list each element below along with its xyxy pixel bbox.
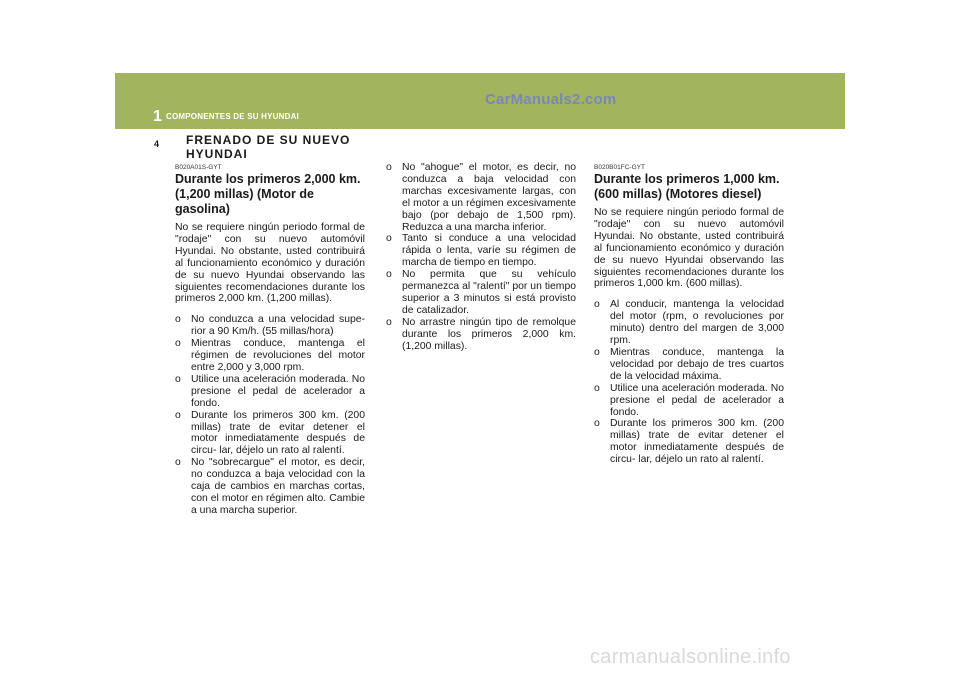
section-code: B020B01FC-GYT xyxy=(594,164,645,171)
list-item-text: Al conducir, mantenga la velocidad del motor (rpm, o revoluciones por minuto) dentro del margen de 3,000 rpm. xyxy=(610,299,784,347)
list-item-text: Tanto si conduce a una velocidad rápida o lenta, varíe su régimen de marcha de tiempo en tiempo. xyxy=(402,233,576,269)
list-item xyxy=(175,374,365,410)
list-item-text: No "ahogue" el motor, es decir, no conduzca a baja velocidad con marchas excesivamente largas, con el motor a un régimen excesivamente bajo (por debajo de 1,500 rpm). Reduzca a una marcha inferior. xyxy=(402,162,576,233)
page-number: 4 xyxy=(154,139,160,149)
section-title: FRENADO DE SU NUEVO HYUNDAI xyxy=(186,133,351,161)
column-gasoline xyxy=(175,164,365,517)
bullet-mark: o xyxy=(386,269,392,281)
list-item xyxy=(175,410,365,458)
list-item xyxy=(594,299,784,347)
list-item-text: Durante los primeros 300 km. (200 millas) trate de evitar detener el motor inmediatamente después de circu- lar, déjelo un rato al ralentí. xyxy=(191,409,365,457)
bullet-mark: o xyxy=(175,457,181,469)
site-watermark-link[interactable]: CarManuals2.com xyxy=(485,91,617,108)
bullet-mark: o xyxy=(175,409,181,421)
list-item-text: Utilice una aceleración moderada. No presione el pedal de acelerador a fondo. xyxy=(191,373,365,409)
bullet-mark: o xyxy=(386,162,392,173)
list-item-text: No permita que su vehículo permanezca al "ralentí" por un tiempo superior a 3 minutos si está provisto de catalizador. xyxy=(402,269,576,316)
bullet-mark: o xyxy=(175,314,181,326)
bullet-mark: o xyxy=(175,373,181,385)
section-heading: Durante los primeros 2,000 km. (1,200 millas) (Motor de gasolina) xyxy=(175,172,361,216)
chapter-number: 1 xyxy=(153,108,162,125)
list-item xyxy=(594,347,784,383)
column-diesel xyxy=(594,164,784,466)
list-item xyxy=(386,233,576,269)
bullet-mark: o xyxy=(386,233,392,245)
list-item xyxy=(175,314,365,338)
list-item xyxy=(175,338,365,374)
list-item-text: No "sobrecargue" el motor, es decir, no conduzca a baja velocidad con la caja de cambios en marchas cortas, con el motor en régimen alto. Cambie a una marcha superior. xyxy=(191,457,365,516)
footer-watermark: carmanualsonline.info xyxy=(590,646,791,668)
list-item xyxy=(386,317,576,353)
list-item xyxy=(386,162,576,233)
bullet-mark: o xyxy=(594,346,600,358)
list-item-text: No arrastre ningún tipo de remolque durante los primeros 2,000 km. (1,200 millas). xyxy=(402,316,576,352)
column-continued xyxy=(386,162,576,353)
recommendation-list xyxy=(175,314,365,516)
list-item-text: Utilice una aceleración moderada. No presione el pedal de acelerador a fondo. xyxy=(610,382,784,418)
list-item xyxy=(175,457,365,517)
list-item-text: Durante los primeros 300 km. (200 millas) trate de evitar detener el motor inmediatamente después de circu- lar, déjelo un rato al ralentí. xyxy=(610,418,784,466)
bullet-mark: o xyxy=(594,418,600,430)
list-item-text: No conduzca a una velocidad supe- rior a 90 Km/h. (55 millas/hora) xyxy=(191,314,365,338)
chapter-title: COMPONENTES DE SU HYUNDAI xyxy=(166,112,300,121)
bullet-mark: o xyxy=(175,338,181,350)
list-item xyxy=(594,418,784,466)
intro-paragraph: No se requiere ningún periodo formal de "rodaje" con su nuevo automóvil Hyundai. No obstante, usted contribuirá al funcionamiento económico y duración de su nuevo Hyundai observando las siguientes recomendaciones durante los primeros 2,000 km. (1,200 millas). xyxy=(175,222,365,305)
section-heading: Durante los primeros 1,000 km. (600 millas) (Motores diesel) xyxy=(594,172,780,201)
bullet-mark: o xyxy=(594,382,600,394)
list-item xyxy=(594,383,784,419)
list-item-text: Mientras conduce, mantenga el régimen de revoluciones del motor entre 2,000 y 3,000 rpm. xyxy=(191,338,365,373)
list-item xyxy=(386,269,576,317)
section-code: B020A01S-GYT xyxy=(175,164,222,171)
recommendation-list xyxy=(386,162,576,353)
bullet-mark: o xyxy=(594,299,600,311)
recommendation-list xyxy=(594,299,784,466)
list-item-text: Mientras conduce, mantenga la velocidad por debajo de tres cuartos de la velocidad máxima. xyxy=(610,346,784,382)
bullet-mark: o xyxy=(386,316,392,328)
intro-paragraph: No se requiere ningún periodo formal de "rodaje" con su nuevo automóvil Hyundai. No obstante, usted contribuirá al funcionamiento económico y duración de su nuevo Hyundai observando las siguientes recomendaciones durante los primeros 1,000 km. (600 millas). xyxy=(594,207,784,290)
